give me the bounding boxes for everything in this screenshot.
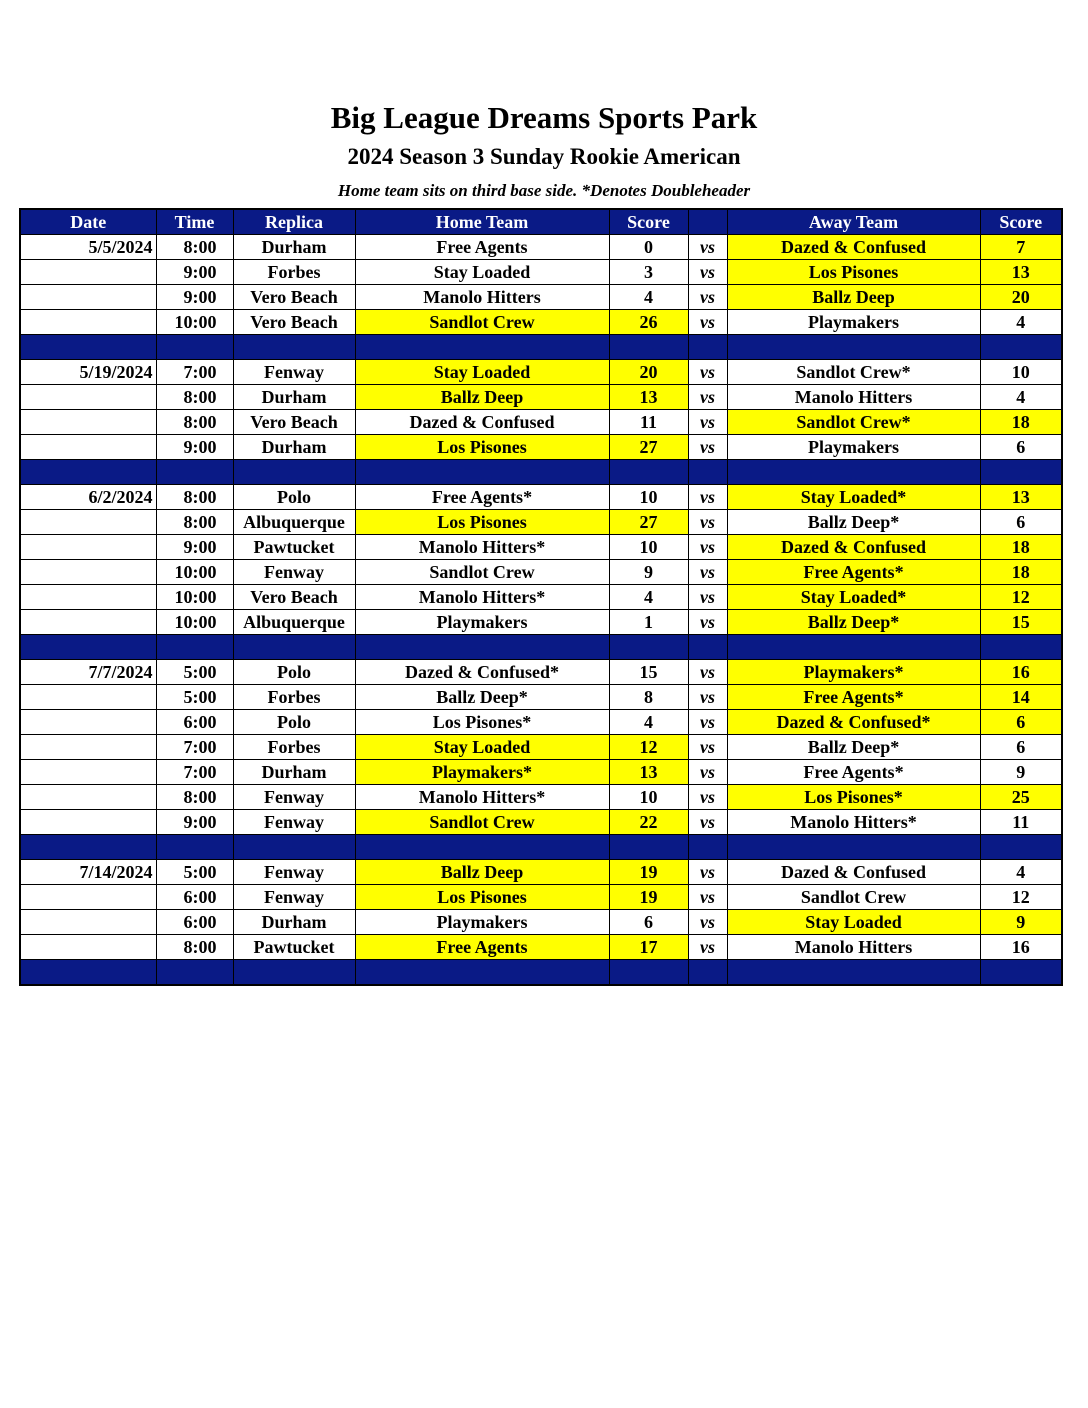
home-team: Sandlot Crew bbox=[355, 560, 609, 585]
home-score: 11 bbox=[609, 410, 688, 435]
game-date bbox=[20, 735, 156, 760]
home-score: 4 bbox=[609, 285, 688, 310]
away-score: 20 bbox=[980, 285, 1062, 310]
separator-cell bbox=[980, 960, 1062, 986]
game-time: 5:00 bbox=[156, 685, 233, 710]
game-time: 10:00 bbox=[156, 310, 233, 335]
home-score: 10 bbox=[609, 485, 688, 510]
vs-label: vs bbox=[688, 885, 727, 910]
home-score: 1 bbox=[609, 610, 688, 635]
separator-cell bbox=[727, 635, 980, 660]
game-row bbox=[20, 385, 1062, 410]
game-row bbox=[20, 885, 1062, 910]
separator-cell bbox=[156, 960, 233, 986]
away-team: Ballz Deep* bbox=[727, 735, 980, 760]
game-row bbox=[20, 535, 1062, 560]
home-team: Stay Loaded bbox=[355, 260, 609, 285]
game-row bbox=[20, 785, 1062, 810]
separator-cell bbox=[233, 835, 355, 860]
game-field: Albuquerque bbox=[233, 510, 355, 535]
home-team: Stay Loaded bbox=[355, 735, 609, 760]
away-score: 12 bbox=[980, 885, 1062, 910]
game-date bbox=[20, 410, 156, 435]
away-score: 7 bbox=[980, 235, 1062, 260]
day-separator-row bbox=[20, 635, 1062, 660]
separator-cell bbox=[609, 635, 688, 660]
home-score: 8 bbox=[609, 685, 688, 710]
game-field: Fenway bbox=[233, 360, 355, 385]
away-score: 9 bbox=[980, 910, 1062, 935]
away-team: Dazed & Confused bbox=[727, 235, 980, 260]
away-team: Stay Loaded bbox=[727, 910, 980, 935]
away-score: 10 bbox=[980, 360, 1062, 385]
game-row bbox=[20, 510, 1062, 535]
away-team: Playmakers* bbox=[727, 660, 980, 685]
away-score: 18 bbox=[980, 535, 1062, 560]
game-row bbox=[20, 585, 1062, 610]
game-time: 8:00 bbox=[156, 785, 233, 810]
game-row bbox=[20, 235, 1062, 260]
away-score: 25 bbox=[980, 785, 1062, 810]
away-team: Dazed & Confused bbox=[727, 535, 980, 560]
separator-cell bbox=[727, 835, 980, 860]
home-team: Los Pisones bbox=[355, 885, 609, 910]
game-date bbox=[20, 510, 156, 535]
home-team: Ballz Deep bbox=[355, 385, 609, 410]
game-time: 7:00 bbox=[156, 735, 233, 760]
game-date bbox=[20, 535, 156, 560]
home-score: 3 bbox=[609, 260, 688, 285]
game-time: 8:00 bbox=[156, 935, 233, 960]
separator-cell bbox=[688, 835, 727, 860]
home-score: 4 bbox=[609, 585, 688, 610]
away-team: Playmakers bbox=[727, 310, 980, 335]
vs-label: vs bbox=[688, 310, 727, 335]
game-row bbox=[20, 410, 1062, 435]
home-team: Ballz Deep bbox=[355, 860, 609, 885]
game-time: 7:00 bbox=[156, 360, 233, 385]
vs-label: vs bbox=[688, 860, 727, 885]
separator-cell bbox=[688, 635, 727, 660]
away-team: Manolo Hitters bbox=[727, 385, 980, 410]
col-header-home-team: Home Team bbox=[355, 209, 609, 235]
game-field: Forbes bbox=[233, 685, 355, 710]
page-subtitle: 2024 Season 3 Sunday Rookie American bbox=[347, 144, 741, 169]
home-team: Dazed & Confused* bbox=[355, 660, 609, 685]
vs-label: vs bbox=[688, 260, 727, 285]
separator-cell bbox=[609, 460, 688, 485]
away-score: 4 bbox=[980, 310, 1062, 335]
home-score: 6 bbox=[609, 910, 688, 935]
vs-label: vs bbox=[688, 510, 727, 535]
home-score: 19 bbox=[609, 885, 688, 910]
schedule-body bbox=[20, 235, 1062, 986]
game-time: 9:00 bbox=[156, 435, 233, 460]
game-row bbox=[20, 810, 1062, 835]
away-team: Free Agents* bbox=[727, 560, 980, 585]
game-date: 5/19/2024 bbox=[20, 360, 156, 385]
separator-cell bbox=[727, 960, 980, 986]
game-date bbox=[20, 585, 156, 610]
vs-label: vs bbox=[688, 935, 727, 960]
game-field: Durham bbox=[233, 760, 355, 785]
game-date bbox=[20, 310, 156, 335]
game-field: Vero Beach bbox=[233, 585, 355, 610]
game-time: 6:00 bbox=[156, 910, 233, 935]
home-score: 27 bbox=[609, 510, 688, 535]
game-time: 9:00 bbox=[156, 810, 233, 835]
game-date bbox=[20, 285, 156, 310]
separator-cell bbox=[727, 335, 980, 360]
away-team: Los Pisones bbox=[727, 260, 980, 285]
separator-cell bbox=[233, 460, 355, 485]
away-score: 6 bbox=[980, 710, 1062, 735]
away-score: 11 bbox=[980, 810, 1062, 835]
away-team: Dazed & Confused bbox=[727, 860, 980, 885]
game-field: Durham bbox=[233, 235, 355, 260]
home-score: 13 bbox=[609, 760, 688, 785]
home-team: Manolo Hitters bbox=[355, 285, 609, 310]
away-team: Free Agents* bbox=[727, 685, 980, 710]
separator-cell bbox=[233, 960, 355, 986]
home-team: Ballz Deep* bbox=[355, 685, 609, 710]
away-team: Sandlot Crew* bbox=[727, 410, 980, 435]
game-row bbox=[20, 610, 1062, 635]
game-date bbox=[20, 935, 156, 960]
away-score: 4 bbox=[980, 385, 1062, 410]
separator-cell bbox=[355, 635, 609, 660]
home-score: 10 bbox=[609, 785, 688, 810]
game-date bbox=[20, 560, 156, 585]
separator-cell bbox=[609, 960, 688, 986]
home-score: 12 bbox=[609, 735, 688, 760]
vs-label: vs bbox=[688, 410, 727, 435]
separator-cell bbox=[355, 835, 609, 860]
game-time: 9:00 bbox=[156, 260, 233, 285]
vs-label: vs bbox=[688, 760, 727, 785]
home-team: Dazed & Confused bbox=[355, 410, 609, 435]
game-time: 10:00 bbox=[156, 610, 233, 635]
separator-cell bbox=[727, 460, 980, 485]
game-field: Vero Beach bbox=[233, 310, 355, 335]
home-score: 15 bbox=[609, 660, 688, 685]
game-row bbox=[20, 485, 1062, 510]
game-field: Fenway bbox=[233, 785, 355, 810]
separator-cell bbox=[355, 335, 609, 360]
game-date bbox=[20, 260, 156, 285]
col-header-time: Time bbox=[156, 209, 233, 235]
vs-label: vs bbox=[688, 710, 727, 735]
separator-cell bbox=[20, 460, 156, 485]
game-row bbox=[20, 360, 1062, 385]
game-date bbox=[20, 685, 156, 710]
separator-cell bbox=[980, 460, 1062, 485]
away-team: Free Agents* bbox=[727, 760, 980, 785]
away-score: 16 bbox=[980, 660, 1062, 685]
separator-cell bbox=[609, 835, 688, 860]
schedule-table bbox=[19, 208, 1063, 986]
game-time: 7:00 bbox=[156, 760, 233, 785]
game-time: 8:00 bbox=[156, 485, 233, 510]
game-field: Pawtucket bbox=[233, 535, 355, 560]
away-score: 9 bbox=[980, 760, 1062, 785]
home-score: 27 bbox=[609, 435, 688, 460]
home-score: 26 bbox=[609, 310, 688, 335]
home-score: 4 bbox=[609, 710, 688, 735]
game-field: Fenway bbox=[233, 885, 355, 910]
game-row bbox=[20, 710, 1062, 735]
page-title: Big League Dreams Sports Park bbox=[330, 100, 758, 135]
separator-cell bbox=[233, 635, 355, 660]
away-score: 4 bbox=[980, 860, 1062, 885]
game-time: 6:00 bbox=[156, 710, 233, 735]
separator-cell bbox=[233, 335, 355, 360]
home-team: Los Pisones* bbox=[355, 710, 609, 735]
game-time: 5:00 bbox=[156, 660, 233, 685]
game-field: Albuquerque bbox=[233, 610, 355, 635]
day-separator-row bbox=[20, 960, 1062, 986]
vs-label: vs bbox=[688, 485, 727, 510]
separator-cell bbox=[20, 835, 156, 860]
game-field: Forbes bbox=[233, 735, 355, 760]
game-row bbox=[20, 860, 1062, 885]
game-time: 10:00 bbox=[156, 585, 233, 610]
game-field: Polo bbox=[233, 660, 355, 685]
game-field: Vero Beach bbox=[233, 410, 355, 435]
game-time: 9:00 bbox=[156, 535, 233, 560]
vs-label: vs bbox=[688, 735, 727, 760]
away-team: Playmakers bbox=[727, 435, 980, 460]
game-time: 8:00 bbox=[156, 385, 233, 410]
game-row bbox=[20, 285, 1062, 310]
separator-cell bbox=[609, 335, 688, 360]
game-field: Fenway bbox=[233, 860, 355, 885]
game-time: 8:00 bbox=[156, 235, 233, 260]
away-team: Manolo Hitters bbox=[727, 935, 980, 960]
vs-label: vs bbox=[688, 810, 727, 835]
home-team: Los Pisones bbox=[355, 510, 609, 535]
separator-cell bbox=[980, 835, 1062, 860]
away-team: Ballz Deep* bbox=[727, 610, 980, 635]
col-header-home-score: Score bbox=[609, 209, 688, 235]
away-team: Manolo Hitters* bbox=[727, 810, 980, 835]
game-field: Pawtucket bbox=[233, 935, 355, 960]
home-score: 9 bbox=[609, 560, 688, 585]
game-date bbox=[20, 710, 156, 735]
home-team: Manolo Hitters* bbox=[355, 785, 609, 810]
home-team: Stay Loaded bbox=[355, 360, 609, 385]
vs-label: vs bbox=[688, 435, 727, 460]
away-team: Sandlot Crew bbox=[727, 885, 980, 910]
game-date bbox=[20, 885, 156, 910]
game-time: 5:00 bbox=[156, 860, 233, 885]
game-row bbox=[20, 660, 1062, 685]
away-team: Los Pisones* bbox=[727, 785, 980, 810]
separator-cell bbox=[980, 635, 1062, 660]
vs-label: vs bbox=[688, 235, 727, 260]
day-separator-row bbox=[20, 335, 1062, 360]
home-team: Manolo Hitters* bbox=[355, 535, 609, 560]
game-row bbox=[20, 935, 1062, 960]
day-separator-row bbox=[20, 835, 1062, 860]
game-field: Forbes bbox=[233, 260, 355, 285]
game-row bbox=[20, 685, 1062, 710]
separator-cell bbox=[688, 460, 727, 485]
game-date bbox=[20, 910, 156, 935]
game-field: Durham bbox=[233, 910, 355, 935]
vs-label: vs bbox=[688, 535, 727, 560]
home-team: Free Agents bbox=[355, 235, 609, 260]
game-date bbox=[20, 760, 156, 785]
home-score: 20 bbox=[609, 360, 688, 385]
vs-label: vs bbox=[688, 560, 727, 585]
separator-cell bbox=[688, 335, 727, 360]
col-header-away-score: Score bbox=[980, 209, 1062, 235]
game-time: 10:00 bbox=[156, 560, 233, 585]
game-time: 8:00 bbox=[156, 410, 233, 435]
away-score: 13 bbox=[980, 485, 1062, 510]
separator-cell bbox=[355, 460, 609, 485]
vs-label: vs bbox=[688, 660, 727, 685]
vs-label: vs bbox=[688, 910, 727, 935]
home-team: Playmakers bbox=[355, 610, 609, 635]
separator-cell bbox=[156, 835, 233, 860]
home-score: 19 bbox=[609, 860, 688, 885]
away-score: 12 bbox=[980, 585, 1062, 610]
away-score: 15 bbox=[980, 610, 1062, 635]
game-field: Durham bbox=[233, 435, 355, 460]
away-team: Stay Loaded* bbox=[727, 585, 980, 610]
game-field: Durham bbox=[233, 385, 355, 410]
game-field: Fenway bbox=[233, 560, 355, 585]
col-header-replica: Replica bbox=[233, 209, 355, 235]
game-row bbox=[20, 310, 1062, 335]
col-header-away-team: Away Team bbox=[727, 209, 980, 235]
separator-cell bbox=[156, 635, 233, 660]
home-score: 0 bbox=[609, 235, 688, 260]
header-row bbox=[20, 209, 1062, 235]
away-score: 6 bbox=[980, 510, 1062, 535]
away-score: 16 bbox=[980, 935, 1062, 960]
separator-cell bbox=[20, 960, 156, 986]
away-team: Dazed & Confused* bbox=[727, 710, 980, 735]
away-team: Ballz Deep bbox=[727, 285, 980, 310]
separator-cell bbox=[355, 960, 609, 986]
vs-label: vs bbox=[688, 385, 727, 410]
game-date bbox=[20, 385, 156, 410]
game-time: 9:00 bbox=[156, 285, 233, 310]
away-score: 14 bbox=[980, 685, 1062, 710]
game-field: Polo bbox=[233, 710, 355, 735]
vs-label: vs bbox=[688, 360, 727, 385]
game-row bbox=[20, 760, 1062, 785]
away-team: Stay Loaded* bbox=[727, 485, 980, 510]
game-date: 7/14/2024 bbox=[20, 860, 156, 885]
home-team: Free Agents bbox=[355, 935, 609, 960]
home-score: 10 bbox=[609, 535, 688, 560]
home-team: Los Pisones bbox=[355, 435, 609, 460]
game-date: 5/5/2024 bbox=[20, 235, 156, 260]
vs-label: vs bbox=[688, 285, 727, 310]
separator-cell bbox=[156, 460, 233, 485]
separator-cell bbox=[20, 635, 156, 660]
home-team: Manolo Hitters* bbox=[355, 585, 609, 610]
game-field: Fenway bbox=[233, 810, 355, 835]
away-score: 6 bbox=[980, 735, 1062, 760]
away-score: 6 bbox=[980, 435, 1062, 460]
game-field: Polo bbox=[233, 485, 355, 510]
game-time: 8:00 bbox=[156, 510, 233, 535]
col-header-vs bbox=[688, 209, 727, 235]
separator-cell bbox=[688, 960, 727, 986]
away-score: 18 bbox=[980, 560, 1062, 585]
vs-label: vs bbox=[688, 610, 727, 635]
game-row bbox=[20, 435, 1062, 460]
day-separator-row bbox=[20, 460, 1062, 485]
away-score: 18 bbox=[980, 410, 1062, 435]
game-date bbox=[20, 785, 156, 810]
away-team: Ballz Deep* bbox=[727, 510, 980, 535]
game-date: 6/2/2024 bbox=[20, 485, 156, 510]
home-score: 17 bbox=[609, 935, 688, 960]
doubleheader-note: Home team sits on third base side. *Denotes Doubleheader bbox=[337, 181, 751, 200]
home-score: 13 bbox=[609, 385, 688, 410]
away-score: 13 bbox=[980, 260, 1062, 285]
vs-label: vs bbox=[688, 785, 727, 810]
home-team: Free Agents* bbox=[355, 485, 609, 510]
game-row bbox=[20, 260, 1062, 285]
home-team: Sandlot Crew bbox=[355, 310, 609, 335]
home-team: Playmakers* bbox=[355, 760, 609, 785]
home-team: Sandlot Crew bbox=[355, 810, 609, 835]
home-score: 22 bbox=[609, 810, 688, 835]
game-row bbox=[20, 910, 1062, 935]
game-row bbox=[20, 560, 1062, 585]
game-time: 6:00 bbox=[156, 885, 233, 910]
game-date bbox=[20, 610, 156, 635]
game-date bbox=[20, 435, 156, 460]
separator-cell bbox=[156, 335, 233, 360]
col-header-date: Date bbox=[20, 209, 156, 235]
game-field: Vero Beach bbox=[233, 285, 355, 310]
game-date: 7/7/2024 bbox=[20, 660, 156, 685]
away-team: Sandlot Crew* bbox=[727, 360, 980, 385]
separator-cell bbox=[980, 335, 1062, 360]
vs-label: vs bbox=[688, 585, 727, 610]
home-team: Playmakers bbox=[355, 910, 609, 935]
vs-label: vs bbox=[688, 685, 727, 710]
game-row bbox=[20, 735, 1062, 760]
separator-cell bbox=[20, 335, 156, 360]
game-date bbox=[20, 810, 156, 835]
